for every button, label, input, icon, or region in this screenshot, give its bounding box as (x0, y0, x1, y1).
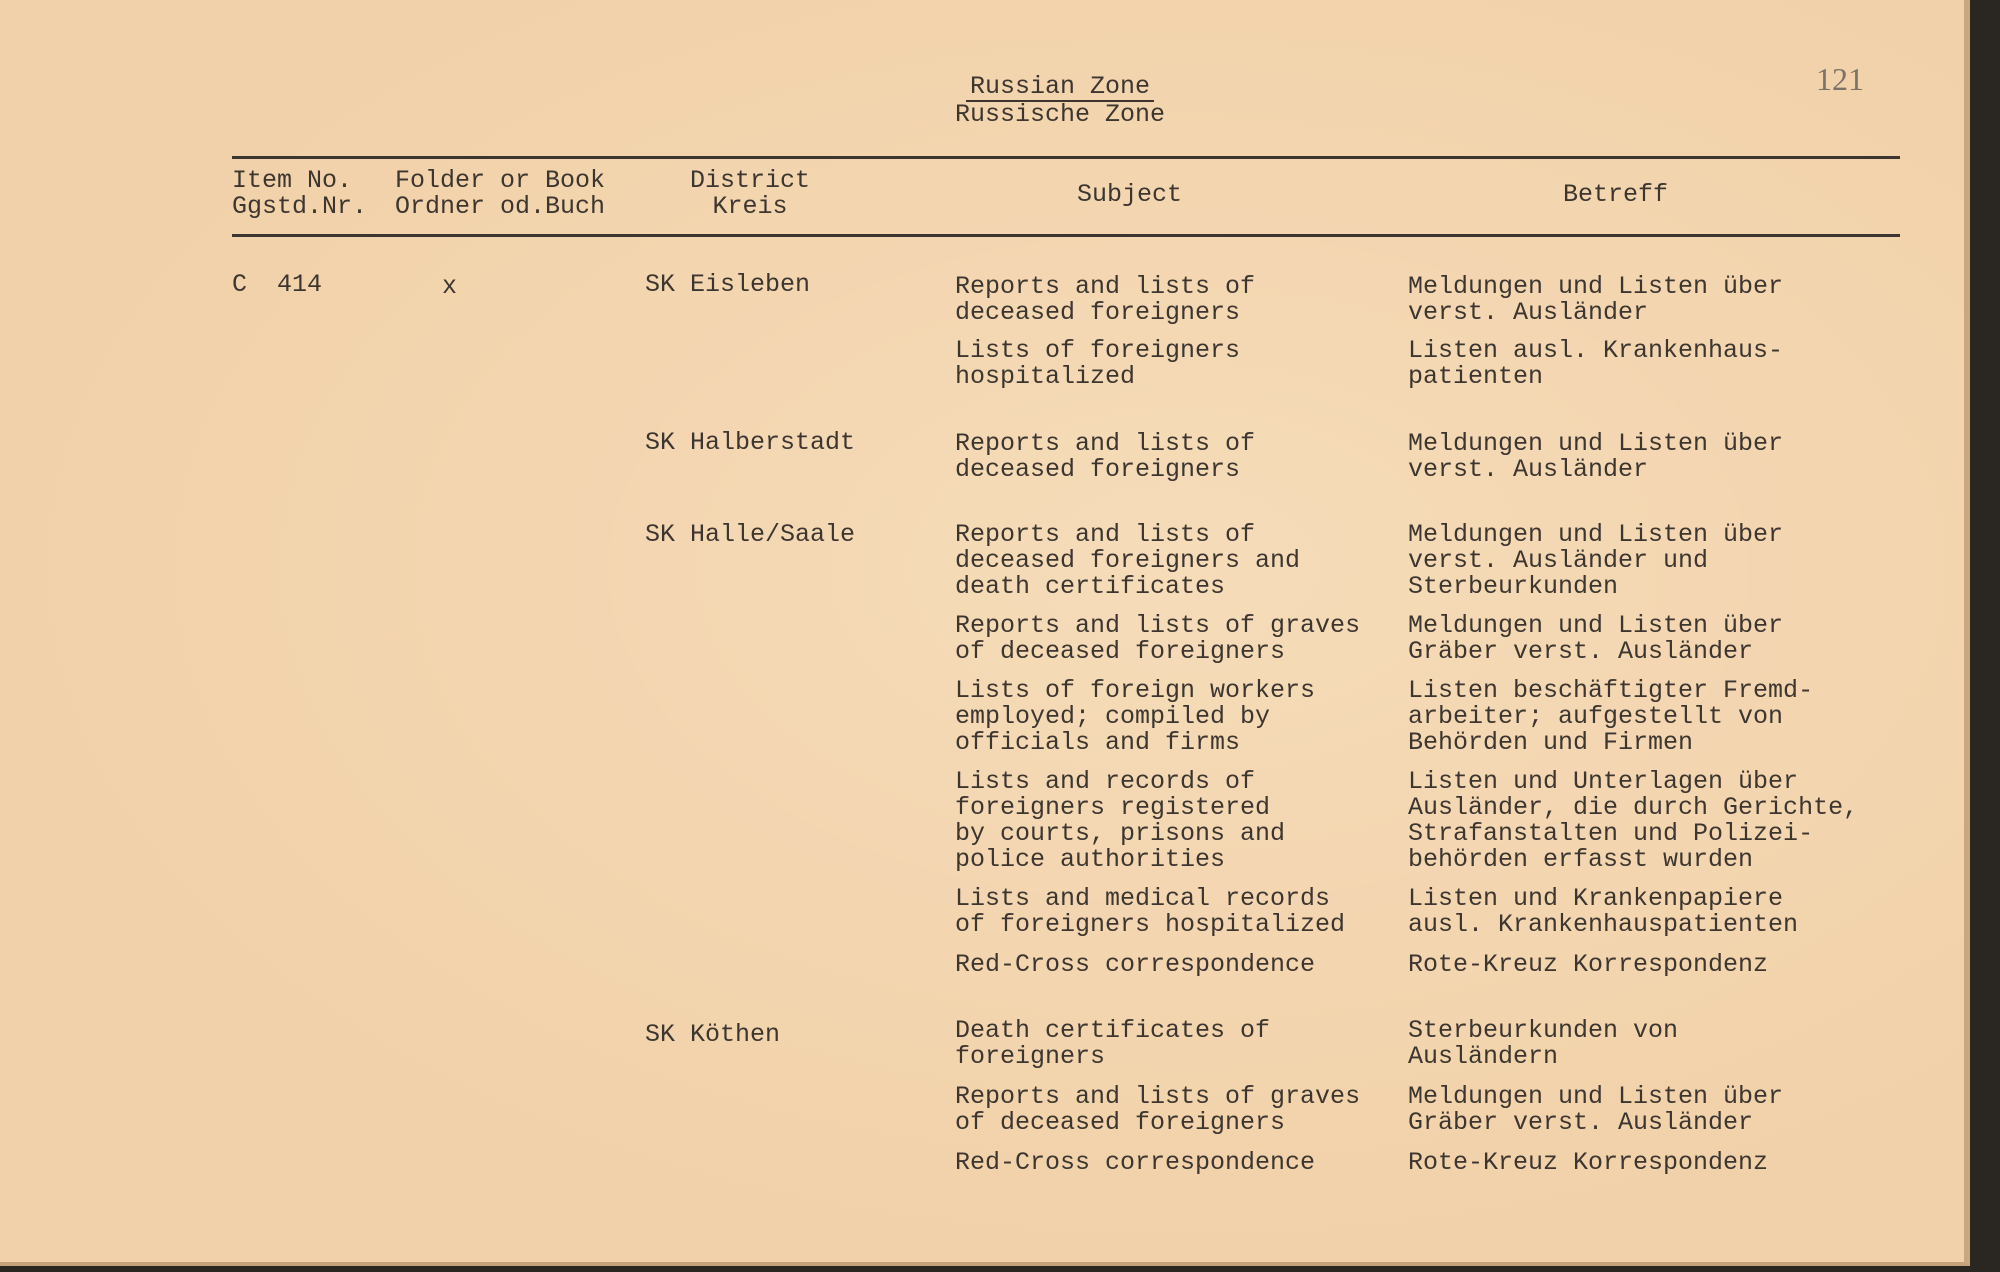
page-header (950, 74, 1170, 128)
subject-entry: Red-Cross correspondence (955, 1148, 1316, 1177)
subject-entry: Reports and lists of graves of deceased foreigners (955, 611, 1361, 666)
column-header-folder (395, 168, 605, 220)
table-rule-bottom (232, 234, 1900, 237)
subject-entry: Reports and lists of deceased foreigners (955, 429, 1256, 484)
zone-title-en: Russian Zone (966, 74, 1154, 102)
district-halle-saale: SK Halle/Saale (645, 520, 856, 549)
district-halberstadt: SK Halberstadt (645, 428, 856, 457)
column-header-item-en: Item No. (232, 166, 353, 195)
betreff-entry: Listen und Unterlagen über Ausländer, die durch Gerichte, Strafanstalten und Polizei- behörden erfasst wurden (1408, 767, 1859, 874)
betreff-entry: Meldungen und Listen über Gräber verst. Ausländer (1408, 1082, 1784, 1137)
betreff-entry: Rote-Kreuz Korrespondenz (1408, 950, 1769, 979)
column-header-district (690, 168, 810, 220)
subject-entry: Lists and records of foreigners registered by courts, prisons and police authorities (955, 767, 1286, 874)
betreff-entry: Sterbeurkunden von Ausländern (1408, 1016, 1679, 1071)
subject-entry: Reports and lists of deceased foreigners and death certificates (955, 520, 1301, 601)
betreff-entry: Meldungen und Listen über verst. Ausländer (1408, 429, 1784, 484)
district-eisleben: SK Eisleben (645, 270, 811, 299)
subject-entry: Death certificates of foreigners (955, 1016, 1271, 1071)
item-number: C 414 (232, 270, 323, 299)
column-header-district-en: District (690, 166, 811, 195)
column-header-betreff: Betreff (1563, 180, 1669, 209)
subject-entry: Reports and lists of graves of deceased foreigners (955, 1082, 1361, 1137)
betreff-entry: Listen beschäftigter Fremd- arbeiter; aufgestellt von Behörden und Firmen (1408, 676, 1814, 757)
subject-entry: Lists of foreign workers employed; compiled by officials and firms (955, 676, 1316, 757)
zone-title-de: Russische Zone (954, 100, 1166, 129)
column-header-folder-de: Ordner od.Buch (395, 192, 606, 221)
subject-entry: Red-Cross correspondence (955, 950, 1316, 979)
betreff-entry: Rote-Kreuz Korrespondenz (1408, 1148, 1769, 1177)
column-header-subject: Subject (1077, 180, 1183, 209)
district-koethen: SK Köthen (645, 1020, 781, 1049)
table-rule-top (232, 156, 1900, 159)
page-number: 121 (1816, 61, 1864, 97)
column-header-folder-en: Folder or Book (395, 166, 606, 195)
column-header-item-de: Ggstd.Nr. (232, 192, 368, 221)
subject-entry: Lists and medical records of foreigners hospitalized (955, 884, 1346, 939)
betreff-entry: Listen ausl. Krankenhaus- patienten (1408, 336, 1784, 391)
betreff-entry: Listen und Krankenpapiere ausl. Krankenhauspatienten (1408, 884, 1799, 939)
folder-mark: x (442, 272, 458, 301)
betreff-entry: Meldungen und Listen über verst. Ausländer und Sterbeurkunden (1408, 520, 1784, 601)
column-header-item (232, 168, 367, 220)
betreff-entry: Meldungen und Listen über Gräber verst. Ausländer (1408, 611, 1784, 666)
subject-entry: Lists of foreigners hospitalized (955, 336, 1241, 391)
subject-entry: Reports and lists of deceased foreigners (955, 272, 1256, 327)
column-header-district-de: Kreis (712, 192, 788, 221)
betreff-entry: Meldungen und Listen über verst. Ausländer (1408, 272, 1784, 327)
